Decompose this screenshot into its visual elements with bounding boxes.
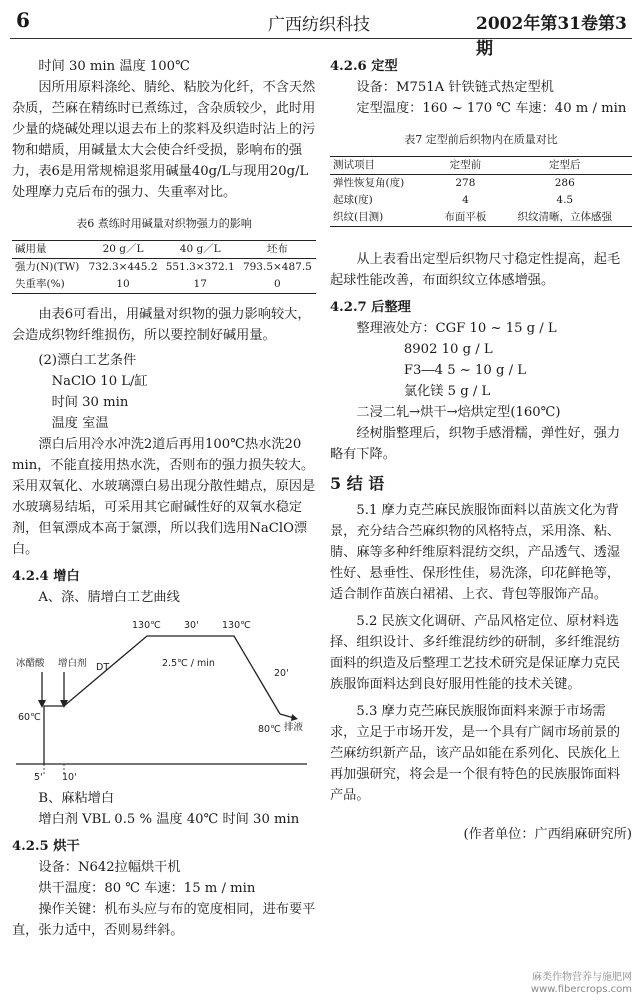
label-time-10: 10' <box>62 772 77 783</box>
header-rule <box>10 38 632 39</box>
label-temp-peak: 130℃ <box>132 620 161 631</box>
table-cell: 732.3×445.2 <box>88 261 158 273</box>
table-header: 碱用量 <box>15 243 47 255</box>
table-row <box>330 175 632 193</box>
paragraph: 经树脂整理后，织物手感滑糯，弹性好，强力略有下降。 <box>330 426 621 462</box>
table-cell: 起球(度) <box>333 194 373 206</box>
process-curve-svg <box>12 614 312 784</box>
setting-conditions: 定型温度：160 ~ 170 ℃ 车速：40 m / min <box>356 101 627 116</box>
section-heading: 4.2.7 后整理 <box>330 300 411 315</box>
watermark <box>531 972 632 996</box>
table-cell: 286 <box>554 177 575 189</box>
subheading: A、涤、腈增白工艺曲线 <box>38 590 180 605</box>
bleach-time: 时间 30 min <box>51 395 129 410</box>
subheading: B、麻粘增白 <box>38 791 115 806</box>
table-caption: 表6 煮练时用碱量对织物强力的影响 <box>76 217 252 230</box>
table-cell: 织纹(目测) <box>333 211 384 223</box>
temperature-curve <box>44 636 280 764</box>
author-affiliation: (作者单位：广西绢麻研究所) <box>463 827 632 842</box>
formula-line: 整理液处方：CGF 10 ~ 15 g / L <box>356 321 557 336</box>
section-heading: 4.2.5 烘干 <box>12 839 80 854</box>
whitening-process-curve <box>12 614 316 784</box>
formula-line: 8902 10 g / L <box>403 342 493 357</box>
journal-title: 广西纺织科技 <box>268 15 370 35</box>
dryer-equipment: 设备：N642拉幅烘干机 <box>38 860 181 875</box>
table-row <box>12 259 316 277</box>
label-hold-time: 30' <box>184 620 199 631</box>
table-cell: 布面平板 <box>444 211 487 223</box>
table-cell: 793.5×487.5 <box>242 261 312 273</box>
label-drain: 排液 <box>284 722 304 733</box>
paragraph: 从上表看出定型后织物尺寸稳定性提高，起毛起球性能改善，布面织纹立体感增强。 <box>330 252 621 288</box>
table-cell: 551.3×372.1 <box>165 261 235 273</box>
whitening-conditions: 增白剂 VBL 0.5 % 温度 40℃ 时间 30 min <box>38 812 300 827</box>
label-whitener: 增白剂 <box>58 658 87 669</box>
table-header: 40 g／L <box>179 243 221 255</box>
section-heading: 4.2.6 定型 <box>330 59 398 74</box>
page-number: 6 <box>16 8 30 32</box>
watermark-text: 麻类作物营养与施肥网 <box>532 972 632 983</box>
formula-line: 氯化镁 5 g / L <box>403 384 491 399</box>
scour-conditions: 时间 30 min 温度 100℃ <box>38 59 190 74</box>
label-cool-time: 20' <box>274 668 289 679</box>
table-6 <box>12 240 316 294</box>
table-cell: 失重率(%) <box>15 278 65 290</box>
arrowhead <box>291 714 298 721</box>
bleach-temp: 温度 室温 <box>51 416 109 431</box>
table-7 <box>330 156 632 227</box>
paragraph: 操作关键：机布头应与布的宽度相同，进布要平直，张力适中，否则易绊斜。 <box>12 902 316 938</box>
label-temp-drain: 80℃ <box>258 724 281 735</box>
table-header: 定型后 <box>549 159 581 171</box>
table-row <box>330 209 632 227</box>
paragraph: 漂白后用冷水冲洗2道后再用100℃热水洗20 min，不能直接用热水洗，否则布的强力损失较大。采用双氧化、水玻璃漂白易出现分散性蜡点，原因是水玻璃易结垢，可采用其它耐碱性好的双氧水稳定剂，但氧漂成本高于氯漂，所以我们选用NaClO漂白。 <box>12 437 316 557</box>
conclusion-item: 5.1 摩力克苎麻民族服饰面料以苗族文化为背景，充分结合苎麻织物的风格特点，采用涤、粘、腈、麻等多种纤维原料混纺交织，产品透气、透湿性好、悬垂性、保形性佳，易洗涤，印花鲜艳等，适合制作苗族白裙裙、上衣、背包等服饰产品。 <box>330 503 621 602</box>
table-row <box>330 192 632 209</box>
label-acetic-acid: 冰醋酸 <box>16 658 45 669</box>
section-heading-conclusion: 5 结 语 <box>330 474 385 493</box>
issue-info: 2002年第31卷第3期 <box>476 14 627 59</box>
subheading: (2)漂白工艺条件 <box>38 353 137 368</box>
conclusion-item: 5.2 民族文化调研、产品风格定位、原材料选择、组织设计、多纤维混纺纱的研制，多纤维混纺面料的织造及后整理工艺技术研究是保证摩力克民族服饰面料达到良好服用性能的技术关键。 <box>330 614 621 692</box>
table-header: 20 g／L <box>102 243 144 255</box>
table-cell: 0 <box>274 278 281 290</box>
label-temp-start: 60℃ <box>18 712 41 723</box>
table-cell: 弹性恢复角(度) <box>333 177 405 189</box>
label-heating-rate: 2.5℃ / min <box>162 658 215 669</box>
table-header: 测试项目 <box>333 159 375 171</box>
bleach-agent: NaClO 10 L/缸 <box>51 374 148 389</box>
table-header: 坯布 <box>266 243 288 255</box>
dryer-settings: 烘干温度：80 ℃ 车速：15 m / min <box>38 881 256 896</box>
left-column <box>12 56 316 941</box>
paragraph: 由表6可看出，用碱量对织物的强力影响较大，会造成织物纤维损伤，所以要控制好碱用量。 <box>12 307 311 343</box>
right-column <box>330 56 632 845</box>
page-header <box>0 0 640 59</box>
table-cell: 278 <box>455 177 476 189</box>
table-cell: 强力(N)(TW) <box>15 261 80 273</box>
label-temp-end: 130℃ <box>222 620 251 631</box>
table-cell: 17 <box>193 278 207 290</box>
section-heading: 4.2.4 增白 <box>12 569 80 584</box>
watermark-url: www.fibercrops.com <box>530 984 632 995</box>
table-cell: 4.5 <box>556 194 574 206</box>
label-time-5: 5' <box>34 772 43 783</box>
table-row <box>12 276 316 294</box>
setting-equipment: 设备：M751A 针铁链式热定型机 <box>356 80 554 95</box>
table-caption: 表7 定型前后织物内在质量对比 <box>404 133 558 146</box>
conclusion-item: 5.3 摩力克苎麻民族服饰面料来源于市场需求，立足于市场开发，是一个具有广阔市场前景的苎麻纺织新产品，该产品如能在系列化、民族化上再加强研究，将会是一个很有特色的民族服饰面料产品。 <box>330 704 621 803</box>
formula-line: F3―4 5 ~ 10 g / L <box>403 363 527 378</box>
label-dt: DT <box>96 662 110 673</box>
table-cell: 4 <box>462 194 469 206</box>
table-cell: 织纹清晰，立体感强 <box>517 211 612 223</box>
table-header: 定型前 <box>449 159 482 171</box>
arrowhead <box>38 700 46 708</box>
process-flow: 二浸二轧→烘干→焙烘定型(160℃) <box>356 405 561 420</box>
table-cell: 10 <box>116 278 130 290</box>
paragraph: 因所用原料涤纶、腈纶、粘胶为化纤，不含天然杂质，苎麻在精练时已煮练过，含杂质较少，此时用少量的烧碱处理以退去布上的浆料及织造时沾上的污物和蜡质，用碱量太大会使合纤受损，影响布的强力，表6是用常规棉退浆用碱量40g/L与现用20g/L处理摩力克后布的强力、失重率对比。 <box>12 80 316 200</box>
